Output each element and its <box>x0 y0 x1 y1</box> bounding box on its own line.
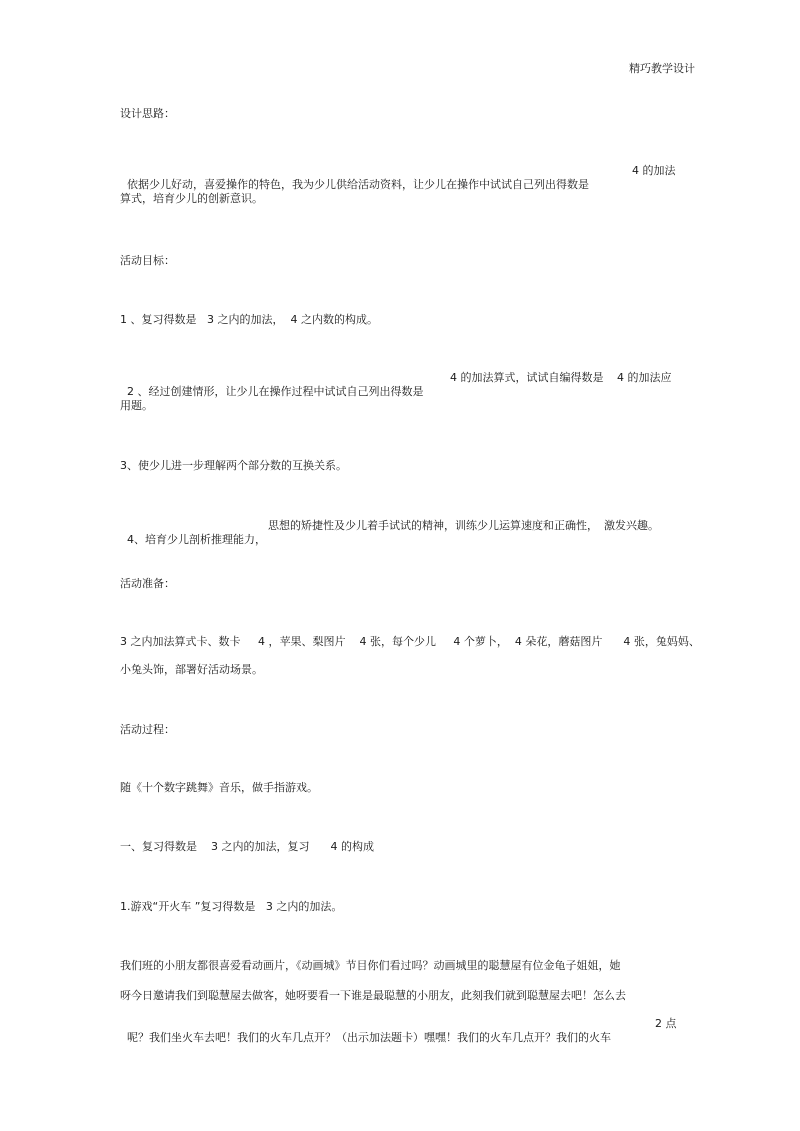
story-line-3 <box>120 1017 677 1059</box>
story-line-2: 呀今日邀请我们到聪慧屋去做客，她呀要看一下谁是最聪慧的小朋友，此刻我们就到聪慧屋去吧！怎么去 <box>120 989 626 1002</box>
story-line-1: 我们班的小朋友都很喜爱看动画片，《动画城》节目你们看过吗？动画城里的聪慧屋有位金龟子姐姐，她 <box>120 959 621 972</box>
process-heading: 活动过程： <box>120 723 175 736</box>
goal-4-text: 思想的矫捷性及少儿着手试试的精神，训练少儿运算速度和正确性， <box>268 519 598 532</box>
design-text-number: 4 的加法 <box>632 164 676 177</box>
prep-heading: 活动准备： <box>120 577 175 590</box>
goal-2-text: 2 、经过创建情形，让少儿在操作过程中试试自己列出得数是 <box>127 385 424 398</box>
design-paragraph-line-2: 算式，培育少儿的创新意识。 <box>120 192 263 205</box>
prep-line-2: 小兔头饰，部署好活动场景。 <box>120 663 263 676</box>
design-text: 依据少儿好动，喜爱操作的特色，我为少儿供给活动资料，让少儿在操作中试试自己列出得数是 <box>127 178 589 191</box>
story-text: 2 点 <box>655 1017 677 1030</box>
goal-4-text: 激发兴趣。 <box>604 519 659 532</box>
prep-line-1: 3 之内加法算式卡、数卡 4 ，苹果、梨图片 4 张，每个少儿 4 个萝卜， 4 朵花，蘑菇图片 4 张，兔妈妈、 <box>120 635 700 648</box>
goals-heading: 活动目标： <box>120 254 175 267</box>
goal-2-text: 4 的加法应 <box>617 371 672 384</box>
design-heading: 设计思路： <box>120 107 175 120</box>
process-intro: 随《十个数字跳舞》音乐，做手指游戏。 <box>120 781 318 794</box>
header-label: 精巧教学设计 <box>629 62 695 75</box>
goal-4 <box>120 519 659 575</box>
goal-2-line-1 <box>120 371 672 427</box>
goal-2-text: 4 的加法算式，试试自编得数是 <box>450 371 604 384</box>
item-1: 1.游戏“开火车 ”复习得数是 3 之内的加法。 <box>120 900 343 913</box>
story-text: 呢？我们坐火车去吧！我们的火车几点开？（出示加法题卡）嘿嘿！我们的火车几点开？我们的火车 <box>127 1031 611 1044</box>
goal-2-line-2: 用题。 <box>120 399 153 412</box>
section-1-heading: 一、复习得数是 3 之内的加法，复习 4 的构成 <box>120 840 374 853</box>
goal-3: 3、使少儿进一步理解两个部分数的互换关系。 <box>120 459 347 472</box>
goal-1: 1 、复习得数是 3 之内的加法， 4 之内数的构成。 <box>120 313 378 326</box>
goal-4-text: 4、培育少儿剖析推理能力， <box>127 533 266 546</box>
